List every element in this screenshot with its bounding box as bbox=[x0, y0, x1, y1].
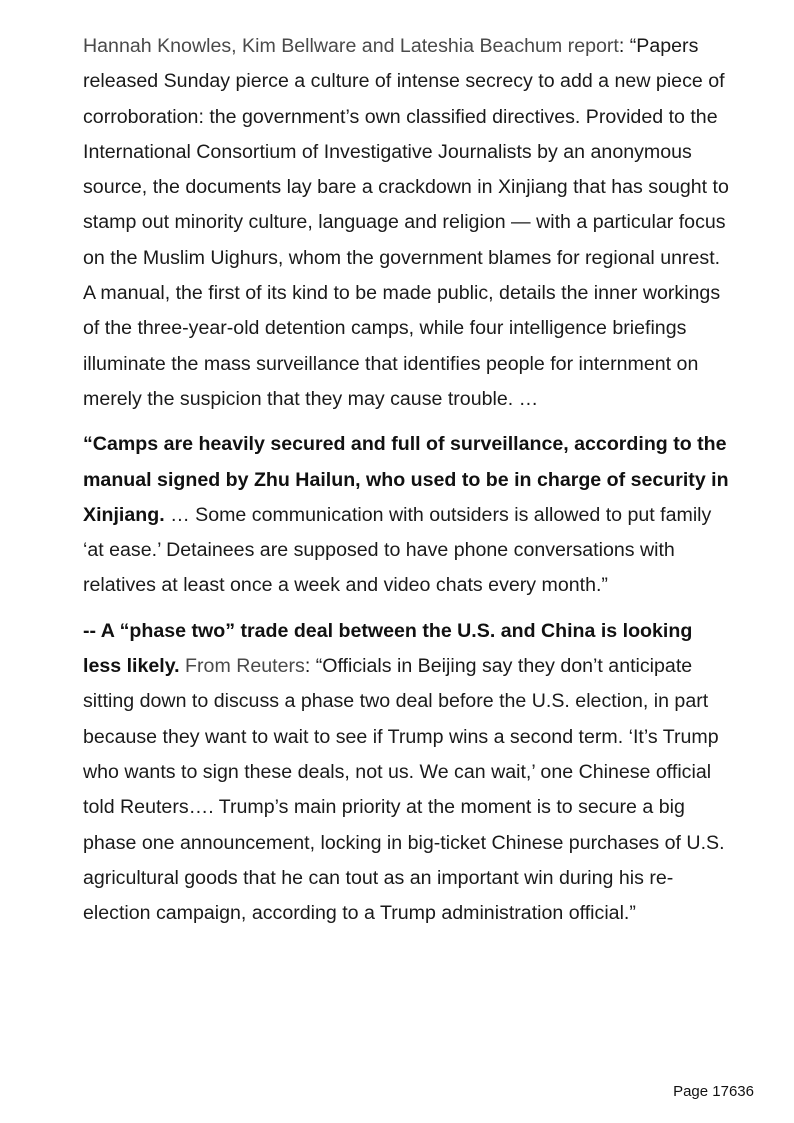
page-number: Page 17636 bbox=[673, 1083, 754, 1100]
paragraph-lead: “Camps are heavily secured and full of surveillance, according to the manual signed by Zhu Hailun, who used to be in charge of security in Xinjiang. bbox=[83, 433, 729, 526]
paragraph-trade-deal bbox=[83, 614, 733, 932]
paragraph-text: : “Officials in Beijing say they don’t anticipate sitting down to discuss a phase two deal before the U.S. election, in part because they want to wait to see if Trump wins a second term. ‘It’s Trump who wants to sign these deals, not us. We can wait,’ one Chinese official told Reuters…. Trump’s main priority at the moment is to secure a big phase one announcement, locking in big-ticket Chinese purchases of U.S. agricultural goods that he can tout as an important win during his re-election campaign, according to a Trump administration official.” bbox=[83, 655, 725, 925]
paragraph-text: : “Papers released Sunday pierce a culture of intense secrecy to add a new piece of corroboration: the government’s own classified directives. Provided to the International Consortium of Investigative Journalists by an anonymous source, the documents lay bare a crackdown in Xinjiang that has sought to stamp out minority culture, language and religion — with a particular focus on the Muslim Uighurs, whom the government blames for regional unrest. A manual, the first of its kind to be made public, details the inner workings of the three-year-old detention camps, while four intelligence briefings illuminate the mass surveillance that identifies people for internment on merely the suspicion that they may cause trouble. … bbox=[83, 35, 729, 410]
paragraph-camps-manual bbox=[83, 427, 733, 603]
paragraph-camps-report bbox=[83, 29, 733, 417]
paragraph-text: … Some communication with outsiders is allowed to put family ‘at ease.’ Detainees are supposed to have phone conversations with relatives at least once a week and video chats every month.” bbox=[83, 503, 712, 597]
paragraph-lead: -- A “phase two” trade deal between the U.S. and China is looking less likely. bbox=[83, 619, 693, 678]
report-byline-link[interactable]: Hannah Knowles, Kim Bellware and Lateshia Beachum report bbox=[83, 35, 619, 57]
article-body bbox=[83, 29, 733, 941]
reuters-source-link[interactable]: From Reuters bbox=[185, 655, 305, 678]
